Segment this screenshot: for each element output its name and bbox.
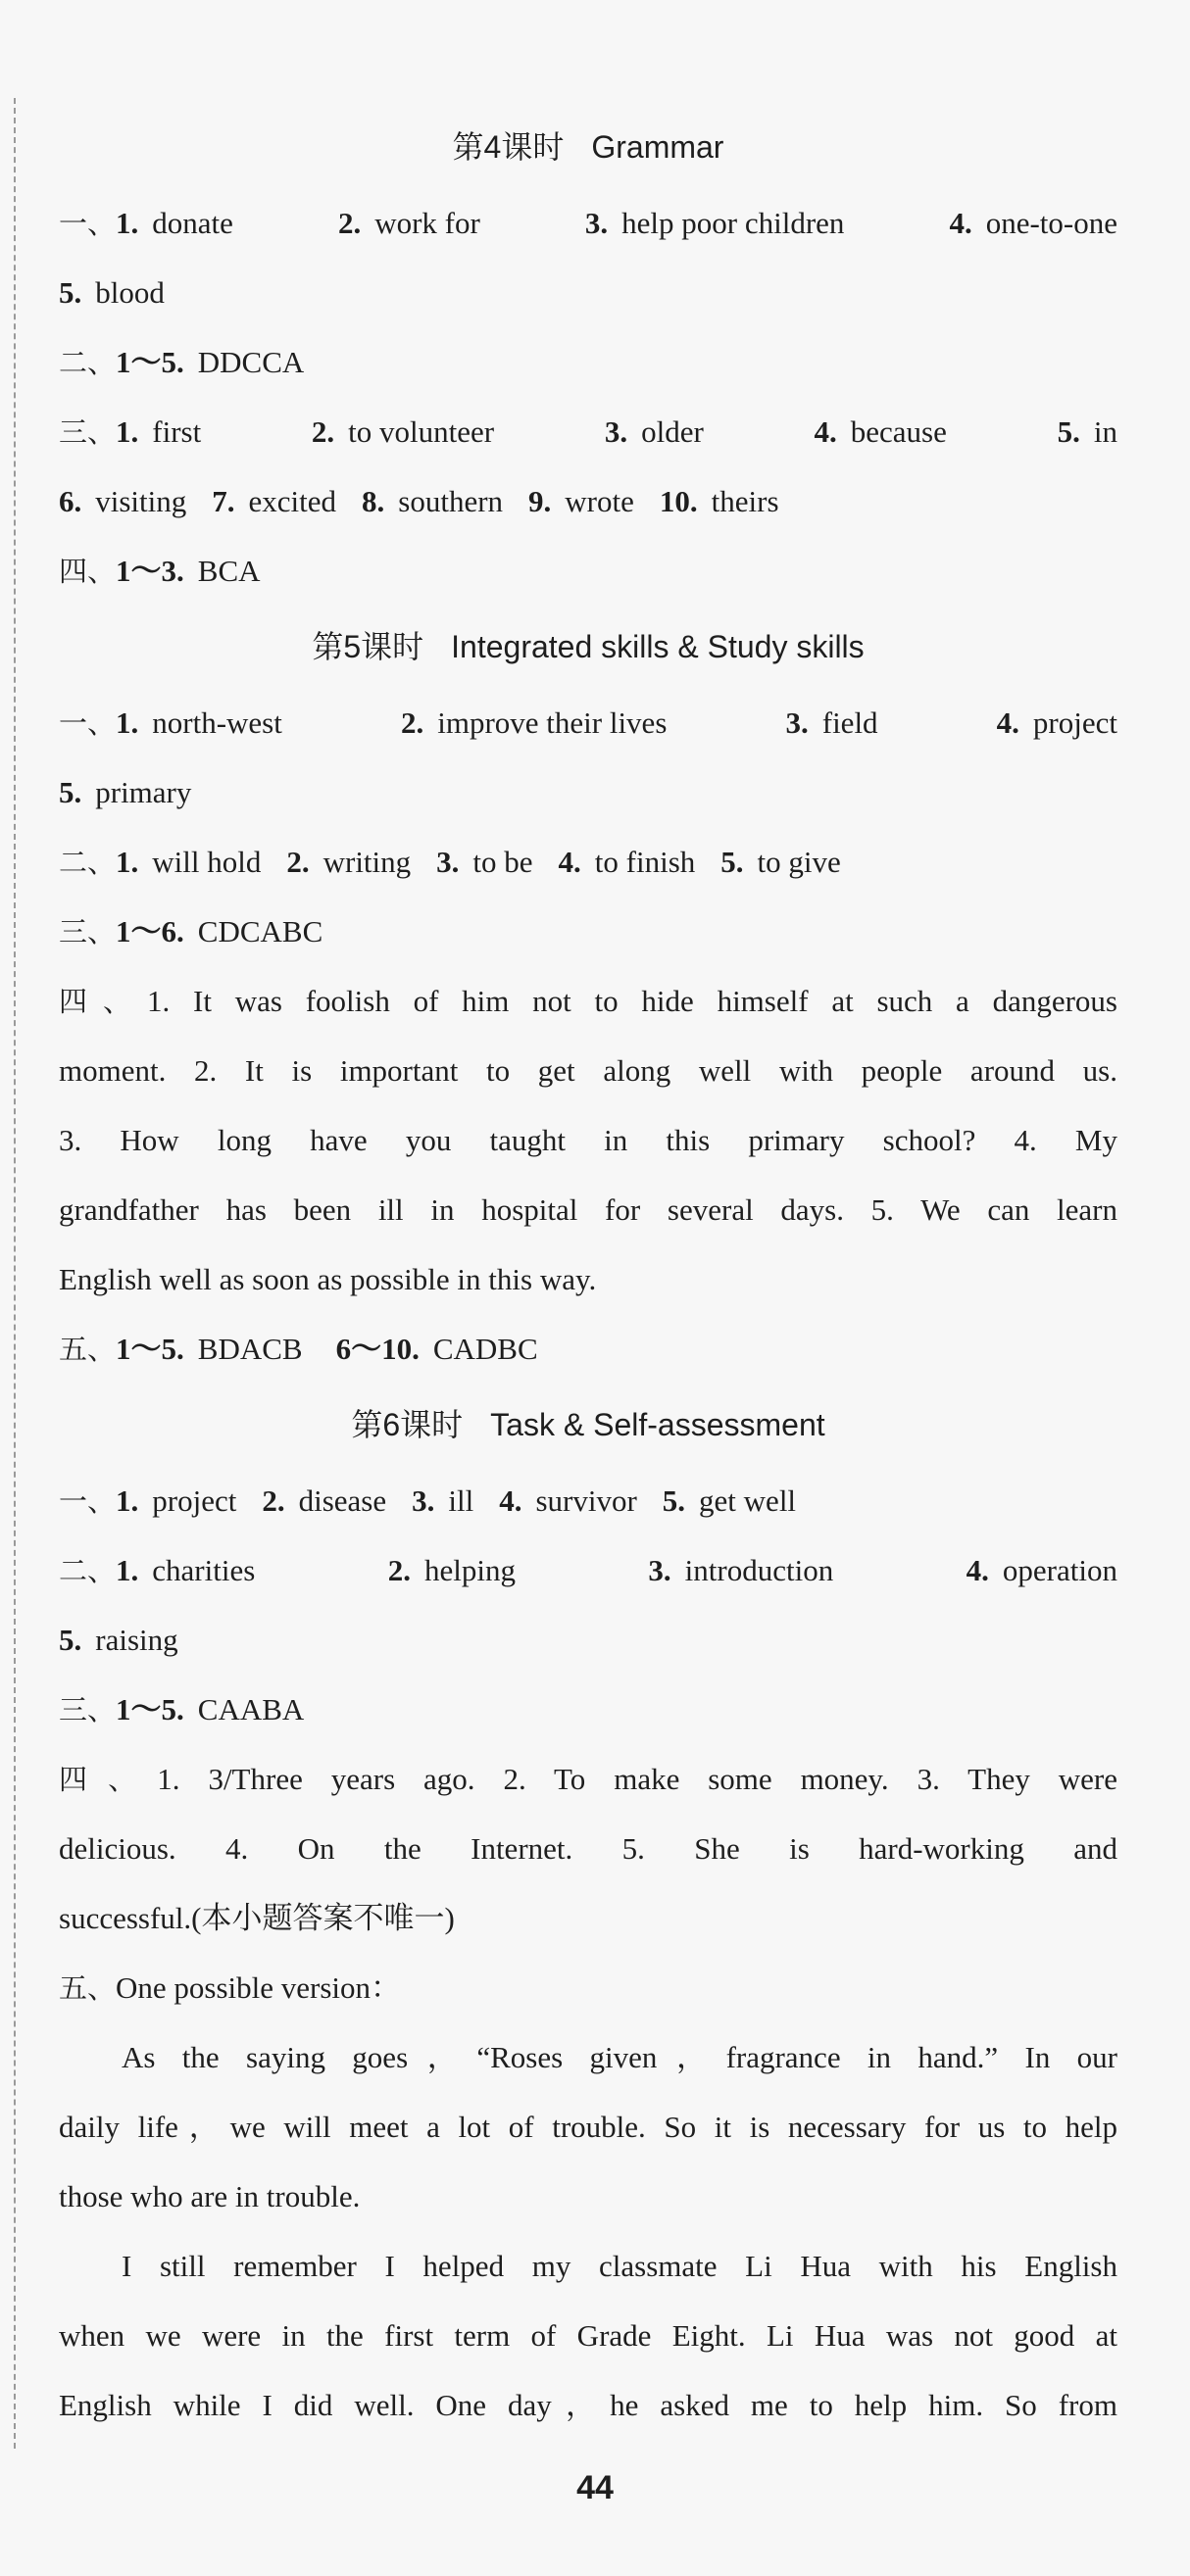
answer-text: 2.: [286, 845, 310, 879]
answer-text: 1～6.: [116, 914, 184, 948]
answer-text: As the saying goes，“Roses given，fragrance in hand.” In our: [122, 2040, 1117, 2074]
answer-item: [59, 188, 233, 259]
answer-line: [59, 688, 1117, 757]
answer-text: 一、: [59, 207, 117, 240]
answer-line: [59, 897, 1117, 966]
essay-line: [59, 2092, 1117, 2162]
answer-text: improve their lives: [437, 705, 668, 740]
answer-line: [59, 827, 1117, 897]
answer-text: in: [1093, 414, 1117, 449]
section-heading-lesson-5: [59, 606, 1117, 688]
answer-text: 第6课时: [351, 1407, 464, 1442]
answer-text: Integrated skills & Study skills: [451, 629, 865, 664]
answer-item: [388, 1535, 516, 1605]
answer-item: [648, 1535, 833, 1605]
answer-text: 3.: [436, 845, 460, 879]
answer-item: [967, 1535, 1117, 1605]
answer-text: 三、: [59, 415, 117, 449]
answer-text: one-to-one: [985, 206, 1117, 240]
answer-line: [59, 1675, 1117, 1744]
answer-line: [59, 1314, 1117, 1384]
answer-item: [949, 188, 1117, 258]
answer-text: delicious. 4. On the Internet. 5. She is hard-working and: [59, 1831, 1117, 1866]
answer-content: [59, 106, 1117, 2440]
answer-text: to finish: [594, 845, 696, 879]
answer-text: 5.: [720, 845, 744, 879]
answer-line: [59, 1466, 1117, 1535]
answer-line: [59, 757, 1117, 827]
answer-text: 4.: [966, 1553, 989, 1587]
answer-line: [59, 1605, 1117, 1675]
answer-text: 4.: [996, 705, 1019, 740]
answer-text: 三、: [59, 915, 117, 948]
answer-text: 三、: [59, 1693, 117, 1726]
answer-text: 1. It was foolish of him not to hide himself at such a dangerous: [147, 984, 1117, 1018]
answer-item: [815, 397, 947, 466]
answer-item: [336, 1314, 538, 1384]
answer-line: [59, 397, 1117, 466]
answer-text: wrote: [565, 484, 634, 518]
answer-paragraph-line: [59, 1036, 1117, 1105]
answer-text: 7.: [212, 484, 235, 518]
section-heading-lesson-4: [59, 106, 1117, 188]
answer-line: [59, 466, 1117, 536]
answer-text: grandfather has been ill in hospital for several days. 5. We can learn: [59, 1192, 1117, 1227]
answer-text: to give: [757, 845, 841, 879]
answer-text: 6.: [59, 484, 82, 518]
answer-line: [59, 1535, 1117, 1605]
answer-text: 3.: [785, 705, 809, 740]
answer-text: first: [152, 414, 202, 449]
answer-text: One possible version：: [116, 1970, 402, 2005]
answer-text: will hold: [152, 845, 262, 879]
answer-text: English while I did well. One day，he asked me to help him. So from: [59, 2388, 1117, 2422]
answer-paragraph-line: [59, 1105, 1117, 1175]
answer-text: 4.: [814, 414, 837, 449]
answer-text: 4.: [499, 1483, 522, 1518]
answer-text: 四、: [59, 1763, 158, 1796]
answer-paragraph-line: [59, 966, 1117, 1036]
answer-text: BDACB: [197, 1332, 303, 1366]
answer-text: project: [1032, 705, 1117, 740]
answer-text: when we were in the first term of Grade Eight. Li Hua was not good at: [59, 2318, 1117, 2353]
answer-item: [338, 188, 480, 258]
answer-text: 4.: [558, 845, 581, 879]
answer-text: 8.: [362, 484, 385, 518]
answer-text: 2.: [387, 1553, 411, 1587]
answer-text: 5.: [1057, 414, 1080, 449]
essay-line: [59, 2231, 1117, 2301]
answer-item: [499, 1466, 637, 1535]
answer-text: 6～10.: [335, 1332, 420, 1366]
answer-text: those who are in trouble.: [59, 2179, 361, 2213]
answer-item: [528, 466, 634, 536]
answer-item: [997, 688, 1117, 757]
answer-text: raising: [95, 1623, 178, 1657]
answer-text: 二、: [59, 846, 117, 879]
answer-text: donate: [152, 206, 233, 240]
answer-text: 3. How long have you taught in this primary school? 4. My: [59, 1123, 1117, 1157]
essay-line: [59, 2022, 1117, 2092]
answer-text: CAABA: [197, 1692, 305, 1726]
answer-paragraph-line: [59, 1244, 1117, 1314]
answer-text: southern: [398, 484, 504, 518]
answer-item: [59, 688, 282, 758]
answer-text: 1.: [116, 845, 139, 879]
answer-paragraph-line: [59, 1814, 1117, 1883]
answer-text: 二、: [59, 1554, 117, 1587]
answer-line: [59, 536, 1117, 606]
answer-text: 2.: [400, 705, 424, 740]
answer-text: 10.: [659, 484, 698, 518]
answer-text: work for: [374, 206, 480, 240]
answer-text: writing: [322, 845, 412, 879]
answer-item: [116, 1314, 303, 1384]
answer-text: 一、: [59, 706, 117, 740]
answer-item: [116, 827, 261, 897]
answer-text: 9.: [528, 484, 552, 518]
answer-text: primary: [95, 775, 192, 809]
answer-text: theirs: [711, 484, 779, 518]
answer-text: help poor children: [621, 206, 845, 240]
answer-paragraph-line: [59, 1175, 1117, 1244]
answer-text: 1～3.: [116, 554, 184, 588]
answer-text: 五、: [59, 1333, 117, 1366]
answer-text: operation: [1002, 1553, 1117, 1587]
page-number: 44: [576, 2469, 614, 2506]
answer-text: to volunteer: [348, 414, 495, 449]
dashed-margin-line: [14, 98, 16, 2449]
answer-text: survivor: [535, 1483, 637, 1518]
answer-item: [59, 397, 201, 467]
answer-text: 5.: [59, 775, 82, 809]
answer-item: [401, 688, 667, 757]
answer-item: [312, 397, 494, 466]
answer-text: older: [641, 414, 704, 449]
answer-text: I still remember I helped my classmate Li Hua with his English: [122, 2249, 1117, 2283]
answer-paragraph-line: [59, 1744, 1117, 1814]
answer-text: 1～5.: [116, 1332, 184, 1366]
answer-text: 第5课时: [312, 629, 424, 664]
answer-text: 1～5.: [116, 1692, 184, 1726]
answer-item: [660, 466, 779, 536]
answer-text: English well as soon as possible in this way.: [59, 1262, 597, 1296]
answer-item: [585, 188, 845, 258]
answer-text: 1.: [116, 1483, 139, 1518]
answer-text: 3.: [648, 1553, 671, 1587]
answer-text: successful.(本小题答案不唯一): [59, 1901, 455, 1935]
answer-line: [59, 327, 1117, 397]
answer-text: 1.: [116, 705, 139, 740]
answer-text: helping: [423, 1553, 516, 1587]
answer-text: 五、: [59, 1971, 117, 2005]
answer-item: [605, 397, 704, 466]
answer-item: [59, 1535, 255, 1606]
answer-text: moment. 2. It is important to get along well with people around us.: [59, 1053, 1117, 1088]
answer-text: 1.: [116, 206, 139, 240]
section-heading-lesson-6: [59, 1384, 1117, 1466]
answer-item: [1058, 397, 1117, 466]
answer-item: [786, 688, 878, 757]
answer-text: disease: [298, 1483, 387, 1518]
answer-text: excited: [248, 484, 337, 518]
answer-text: 5.: [59, 275, 82, 310]
answer-text: CADBC: [432, 1332, 538, 1366]
answer-item: [362, 466, 503, 536]
answer-line: [59, 1953, 1117, 2022]
answer-text: 二、: [59, 346, 117, 379]
answer-line: [59, 188, 1117, 258]
answer-text: 4.: [949, 206, 972, 240]
answer-item: [262, 1466, 386, 1535]
answer-text: 5.: [662, 1483, 686, 1518]
essay-line: [59, 2370, 1117, 2440]
answer-text: because: [850, 414, 947, 449]
answer-item: [212, 466, 336, 536]
essay-line: [59, 2162, 1117, 2231]
answer-text: 2.: [311, 414, 335, 449]
answer-text: daily life，we will meet a lot of trouble. So it is necessary for us to help: [59, 2110, 1117, 2144]
answer-text: 3.: [412, 1483, 435, 1518]
answer-text: 四、: [59, 985, 148, 1018]
answer-text: 1.: [116, 1553, 139, 1587]
answer-text: project: [152, 1483, 237, 1518]
answer-text: 3.: [604, 414, 628, 449]
answer-text: 2.: [337, 206, 362, 240]
answer-text: ill: [448, 1483, 474, 1518]
answer-item: [436, 827, 532, 897]
answer-text: 3.: [584, 206, 609, 240]
answer-text: get well: [699, 1483, 797, 1518]
answer-item: [720, 827, 841, 897]
answer-text: 2.: [262, 1483, 285, 1518]
answer-text: north-west: [152, 705, 282, 740]
essay-line: [59, 2301, 1117, 2370]
answer-text: 1～5.: [116, 345, 184, 379]
answer-text: blood: [95, 275, 165, 310]
answer-text: 5.: [59, 1623, 82, 1657]
answer-text: DDCCA: [197, 345, 305, 379]
answer-text: CDCABC: [197, 914, 323, 948]
answer-text: Task & Self-assessment: [490, 1407, 825, 1442]
answer-text: visiting: [95, 484, 187, 518]
answer-text: to be: [472, 845, 533, 879]
answer-item: [663, 1466, 796, 1535]
answer-item: [116, 1466, 236, 1535]
answer-item: [412, 1466, 473, 1535]
answer-item: [59, 466, 186, 536]
answer-item: [559, 827, 696, 897]
answer-text: 1. 3/Three years ago. 2. To make some money. 3. They were: [157, 1762, 1117, 1796]
answer-line: [59, 258, 1117, 327]
answer-item: [286, 827, 411, 897]
answer-text: Grammar: [591, 129, 724, 165]
answer-paragraph-line: [59, 1883, 1117, 1953]
answer-text: 1.: [116, 414, 139, 449]
answer-text: charities: [152, 1553, 256, 1587]
answer-text: 第4课时: [452, 129, 565, 165]
answer-text: 四、: [59, 555, 117, 588]
answer-text: 一、: [59, 1484, 117, 1518]
answer-text: BCA: [197, 554, 261, 588]
answer-text: introduction: [684, 1553, 834, 1587]
answer-text: field: [821, 705, 878, 740]
